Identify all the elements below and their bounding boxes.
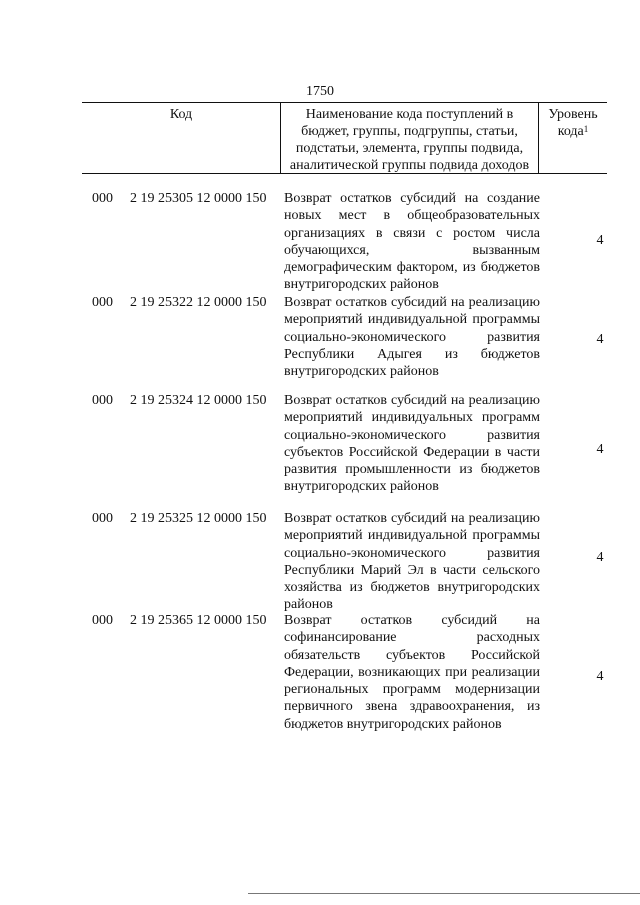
admin-code: 000	[92, 393, 113, 408]
revenue-code: 2 19 25365 12 0000 150	[130, 613, 267, 628]
revenue-code: 2 19 25322 12 0000 150	[130, 295, 267, 310]
header-level	[539, 103, 607, 173]
code-level: 4	[596, 669, 604, 684]
admin-code: 000	[92, 295, 113, 310]
revenue-code: 2 19 25305 12 0000 150	[130, 191, 267, 206]
admin-code: 000	[92, 191, 113, 206]
code-level: 4	[596, 442, 604, 457]
code-level: 4	[596, 550, 604, 565]
code-level: 4	[596, 332, 604, 347]
revenue-code: 2 19 25325 12 0000 150	[130, 511, 267, 526]
code-level: 4	[596, 233, 604, 248]
admin-code: 000	[92, 613, 113, 628]
page-bottom-rule	[248, 893, 640, 894]
revenue-name: Возврат остатков субсидий на реализацию мероприятий индивидуальной программы социально-экономического развития Республики Адыгея из бюджетов внутригородских районов	[284, 295, 540, 380]
header-name: Наименование кода поступлений в бюджет, группы, подгруппы, статьи, подстатьи, элемента, группы подвида, аналитической группы подвида доходов	[280, 103, 539, 173]
revenue-name: Возврат остатков субсидий на софинансирование расходных обязательств субъектов Российской Федерации, возникающих при реализации региональных программ модернизации первичного звена здравоохранения, из бюджетов внутригородских районов	[284, 613, 540, 732]
header-level-label: Уровень кода	[548, 107, 598, 139]
admin-code: 000	[92, 511, 113, 526]
revenue-code: 2 19 25324 12 0000 150	[130, 393, 267, 408]
revenue-name: Возврат остатков субсидий на создание новых мест в общеобразовательных организациях в связи с ростом числа обучающихся, вызванным демографическим фактором, из бюджетов внутригородских районов	[284, 191, 540, 293]
footnote-marker: 1	[583, 124, 589, 134]
table-header	[82, 102, 607, 174]
revenue-name: Возврат остатков субсидий на реализацию мероприятий индивидуальной программы социально-экономического развития Республики Марий Эл в части сельского хозяйства из бюджетов внутригородских районов	[284, 511, 540, 613]
header-code: Код	[169, 107, 193, 122]
page-number: 1750	[306, 84, 334, 99]
revenue-name: Возврат остатков субсидий на реализацию мероприятий индивидуальных программ социально-экономического развития субъектов Российской Федерации в части развития промышленности из бюджетов внутригородских районов	[284, 393, 540, 495]
